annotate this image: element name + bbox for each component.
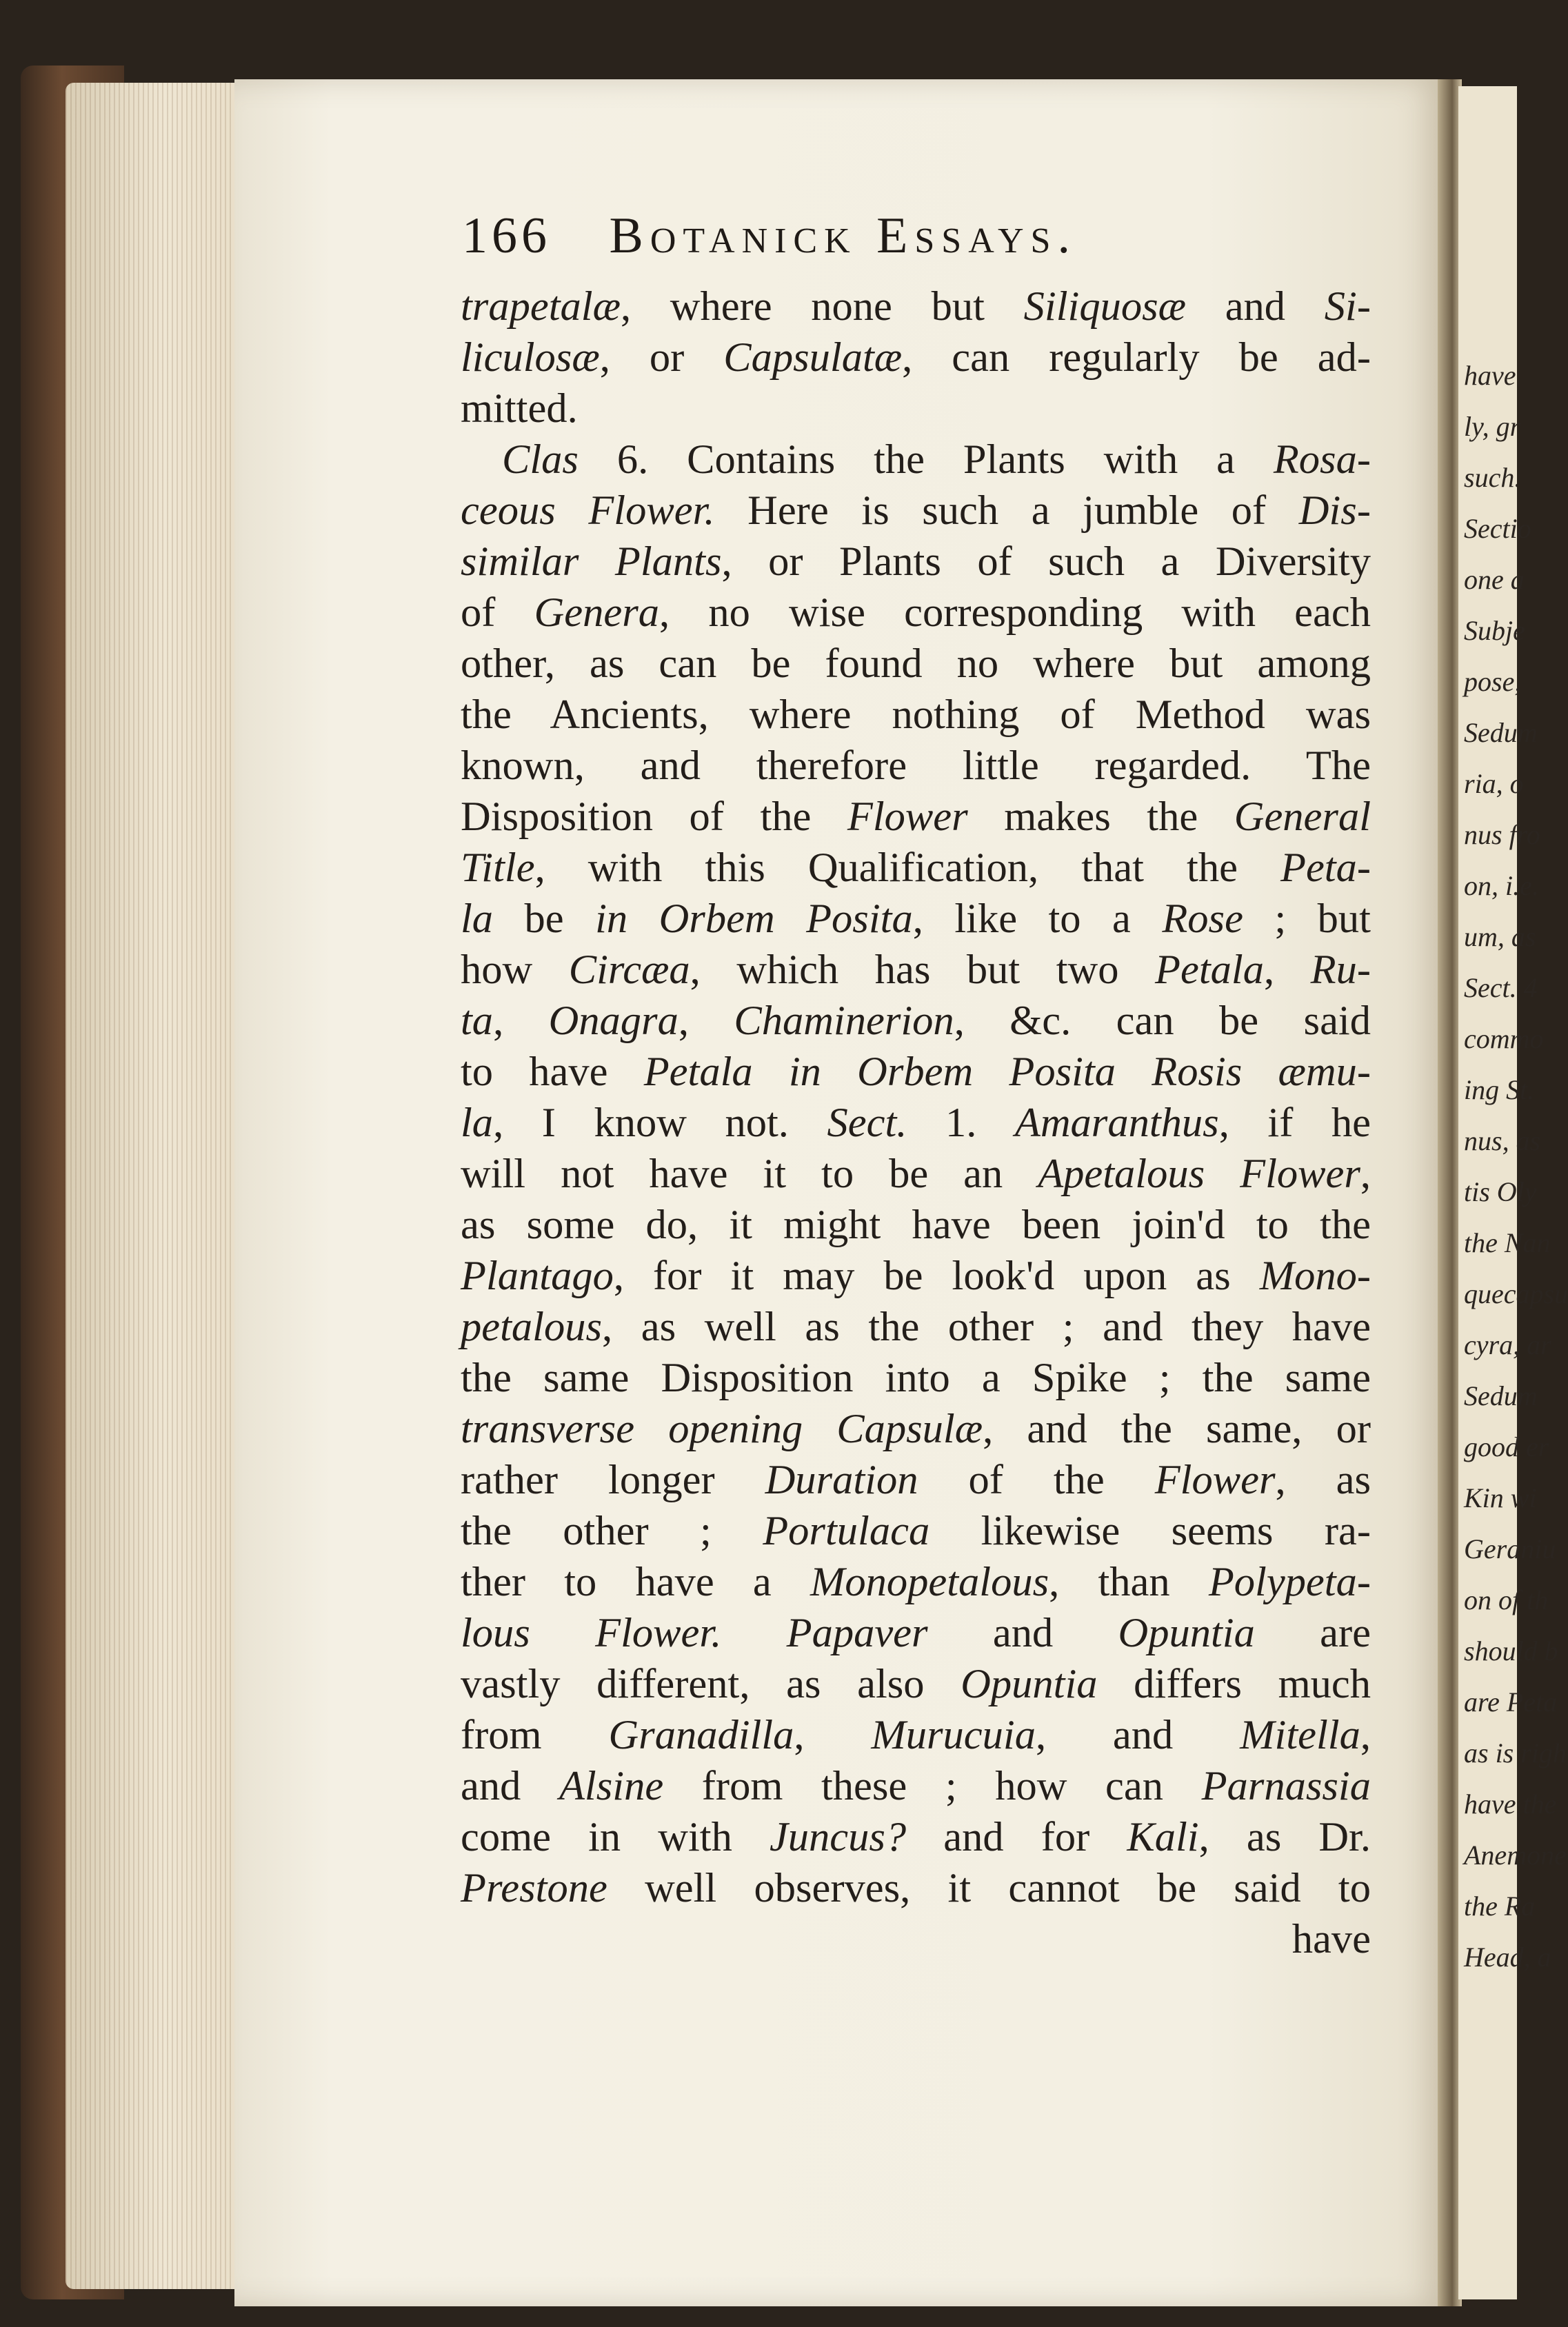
facing-text-fragment: good er <box>1464 1431 1549 1462</box>
facing-text-fragment: should b <box>1464 1635 1558 1666</box>
text-line: la be in Orbem Posita, like to a Rose ; but <box>461 896 1371 942</box>
text-line: from Granadilla, Murucuia, and Mitella, <box>461 1712 1371 1758</box>
facing-text-fragment: Head, a <box>1464 1942 1551 1973</box>
facing-text-fragment: quecapsu <box>1464 1278 1568 1309</box>
text-line: ta, Onagra, Chaminerion, &c. can be said <box>461 998 1371 1044</box>
text-line: as some do, it might have been join'd to the <box>461 1202 1371 1248</box>
facing-page <box>1458 86 1568 2299</box>
text-line: petalous, as well as the other ; and they have <box>461 1304 1371 1350</box>
text-line: other, as can be found no where but among <box>461 641 1371 687</box>
facing-text-fragment: ing St. <box>1464 1074 1535 1105</box>
text-line: have <box>1291 1916 1371 1962</box>
text-line: Title, with this Qualification, that the Peta- <box>461 845 1371 891</box>
facing-text-fragment: cyra, ar <box>1464 1329 1551 1360</box>
text-line: how Circæa, which has but two Petala, Ru- <box>461 947 1371 993</box>
text-line: transverse opening Capsulæ, and the same, or <box>461 1406 1371 1452</box>
text-line: vastly different, as also Opuntia differs much <box>461 1661 1371 1707</box>
text-line: Plantago, for it may be look'd upon as Mono- <box>461 1253 1371 1299</box>
facing-text-fragment: Sedum <box>1464 1380 1538 1411</box>
facing-text-fragment: ly, gr <box>1464 411 1521 442</box>
text-line: the other ; Portulaca likewise seems ra- <box>461 1508 1371 1554</box>
page-edges <box>66 83 245 2289</box>
text-line: the Ancients, where nothing of Method was <box>461 692 1371 738</box>
page-number: 166 <box>462 208 551 264</box>
facing-text-fragment: um, as <box>1464 921 1536 952</box>
facing-text-fragment: Geraniu <box>1464 1533 1556 1564</box>
running-title: Botanick Essays. <box>609 208 1077 264</box>
text-line: la, I know not. Sect. 1. Amaranthus, if he <box>461 1100 1371 1146</box>
facing-text-fragment: Subje <box>1464 615 1525 646</box>
facing-text-fragment: the Ra <box>1464 1891 1536 1922</box>
facing-text-fragment: have the <box>1464 1789 1557 1820</box>
text-line: to have Petala in Orbem Posita Rosis æmu- <box>461 1049 1371 1095</box>
text-line: Prestone well observes, it cannot be said to <box>461 1865 1371 1911</box>
facing-text-fragment: Sedum <box>1464 717 1538 748</box>
body-text <box>461 281 1371 1965</box>
facing-text-fragment: nus, as <box>1464 1125 1541 1156</box>
facing-text-fragment: the Nan <box>1464 1227 1551 1258</box>
facing-text-fragment: Kin wi <box>1464 1482 1537 1513</box>
facing-text-fragment: ria, o <box>1464 768 1524 799</box>
facing-text-fragment: pose, <box>1464 666 1522 697</box>
running-header <box>462 207 1427 276</box>
facing-text-fragment: tis Oly <box>1464 1176 1537 1207</box>
text-line: known, and therefore little regarded. The <box>461 743 1371 789</box>
text-line: lous Flower. Papaver and Opuntia are <box>461 1610 1371 1656</box>
text-line: will not have it to be an Apetalous Flower, <box>461 1151 1371 1197</box>
facing-text-fragment: on, i.e. <box>1464 870 1539 901</box>
facing-text-fragment: Sect. 4 <box>1464 972 1538 1003</box>
text-line: liculosæ, or Capsulatæ, can regularly be ad- <box>461 334 1371 381</box>
text-line: mitted. <box>461 385 578 432</box>
text-line: trapetalæ, where none but Siliquosæ and Si- <box>461 283 1371 330</box>
text-line: Disposition of the Flower makes the General <box>461 794 1371 840</box>
facing-text-fragment: have <box>1464 360 1516 391</box>
facing-text-fragment: on of th <box>1464 1584 1549 1615</box>
text-line: similar Plants, or Plants of such a Diversity <box>461 538 1371 585</box>
text-line: of Genera, no wise corresponding with each <box>461 590 1371 636</box>
facing-text-fragment: one a <box>1464 564 1525 595</box>
text-line: ther to have a Monopetalous, than Polypeta- <box>461 1559 1371 1605</box>
facing-text-fragment: as is righ <box>1464 1737 1567 1769</box>
text-line: the same Disposition into a Spike ; the same <box>461 1355 1371 1401</box>
facing-text-fragment: are Peta <box>1464 1686 1558 1717</box>
text-line: ceous Flower. Here is such a jumble of Dis- <box>461 487 1371 534</box>
text-line: Clas 6. Contains the Plants with a Rosa- <box>502 436 1371 483</box>
text-line: rather longer Duration of the Flower, as <box>461 1457 1371 1503</box>
facing-text-fragment: commo <box>1464 1023 1544 1054</box>
text-line: and Alsine from these ; how can Parnassia <box>461 1763 1371 1809</box>
text-line: come in with Juncus? and for Kali, as Dr. <box>461 1814 1371 1860</box>
facing-text-fragment: nus fro <box>1464 819 1540 850</box>
facing-text-fragment: Anemone <box>1464 1840 1567 1871</box>
facing-text-fragment: such. <box>1464 462 1522 493</box>
facing-text-fragment: Sectio <box>1464 513 1531 544</box>
